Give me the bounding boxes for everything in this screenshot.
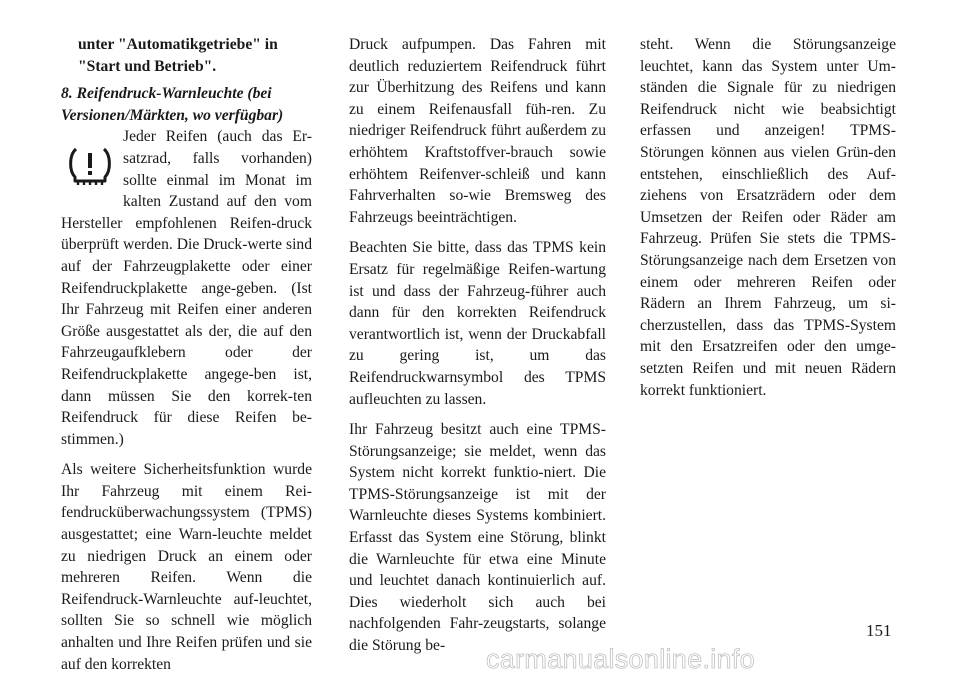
paragraph-tpms-malfunction: Ihr Fahrzeug besitzt auch eine TPMS-Störungsanzeige; sie meldet, wenn das System nicht korrekt funktio-niert. Die TPMS-Störungsanzeige ist mit der Warnleuchte dieses Systems kombiniert. Erfasst das System eine Störung, blinkt die Warnleuchte für etwa eine Minute und leuchtet danach kontinuierlich auf. Dies wiederholt sich auch bei nachfolgenden Fahr-zeugstarts, solange die Störung be-: [349, 421, 606, 655]
paragraph-monthly-check: [61, 126, 312, 450]
paragraph-tpms-intro: Als weitere Sicherheitsfunktion wurde Ihr Fahrzeug mit einem Rei-fendrucküberwachungssystem (TPMS) ausgestattet; eine Warn-leuchte meldet zu niedrigen Druck an einem oder mehreren Reifen. Wenn die Reifendruck-Warnleuchte auf-leuchtet, sollten Sie so schnell wie möglich anhalten und Ihre Reifen prüfen und sie auf den korrekten: [61, 461, 312, 673]
text-column-3: [640, 34, 896, 410]
text-column-2: [349, 34, 606, 666]
paragraph-text: Jeder Reifen (auch das Er-satzrad, falls vorhanden) sollte einmal im Monat im kalten Zustand auf den vom Hersteller empfohlenen Reifen-druck überprüft werden. Die Druck-werte sind auf der Fahrzeugplakette oder einer Reifendruckplakette ange-geben. (Ist Ihr Fahrzeug mit Reifen einer anderen Größe ausgestattet als der, die auf den Fahrzeugaufklebern oder der Reifendruckplakette angege-ben ist, dann müssen Sie den korrek-ten Reifendruck für diese Reifen be-stimmen.): [61, 128, 312, 448]
continued-reference: unter "Automatikgetriebe" in "Start und Betrieb".: [78, 36, 278, 75]
page-number: 151: [866, 621, 892, 640]
paragraph-tpms-no-substitute: Beachten Sie bitte, dass das TPMS kein Ersatz für regelmäßige Reifen-wartung ist und dass der Fahrzeug-führer auch dann für den korrekten Reifendruck verantwortlich ist, wenn der Druckabfall zu gering ist, um das Reifendruckwarnsymbol des TPMS aufleuchten zu lassen.: [349, 239, 606, 408]
watermark: carmanualsonline.info: [486, 644, 755, 674]
paragraph-malfunction-continued: steht. Wenn die Störungsanzeige leuchtet, kann das System unter Um-ständen die Signale für zu niedrigen Reifendruck nicht wie beabsichtigt erfassen und anzeigen! TPMS-Störungen können aus vielen Grün-den entstehen, einschließlich des Auf-ziehens von Ersatzrädern oder dem Umsetzen der Reifen oder Räder am Fahrzeug. Prüfen Sie stets die TPMS-Störungsanzeige nach dem Ersetzen von einem oder mehreren Reifen oder Rädern an Ihrem Fahrzeug, um si-cherzustellen, dass das TPMS-System mit den Ersatzreifen oder den umge-setzten Reifen und mit neuen Rädern korrekt funktioniert.: [640, 36, 896, 399]
tire-pressure-warning-icon: [61, 126, 119, 206]
text-column-1: [61, 34, 312, 684]
paragraph-inflate: Druck aufpumpen. Das Fahren mit deutlich reduziertem Reifendruck führt zur Überhitzung des Reifens und kann zu einem Reifenausfall füh-ren. Zu niedriger Reifendruck führt außerdem zu erhöhtem Kraftstoffver-brauch sowie erhöhtem Reifenver-schleiß und kann Fahrverhalten so-wie Bremsweg des Fahrzeugs beeinträchtigen.: [349, 36, 606, 226]
section-title: 8. Reifendruck-Warnleuchte (bei Versionen/Märkten, wo verfügbar): [61, 85, 284, 124]
